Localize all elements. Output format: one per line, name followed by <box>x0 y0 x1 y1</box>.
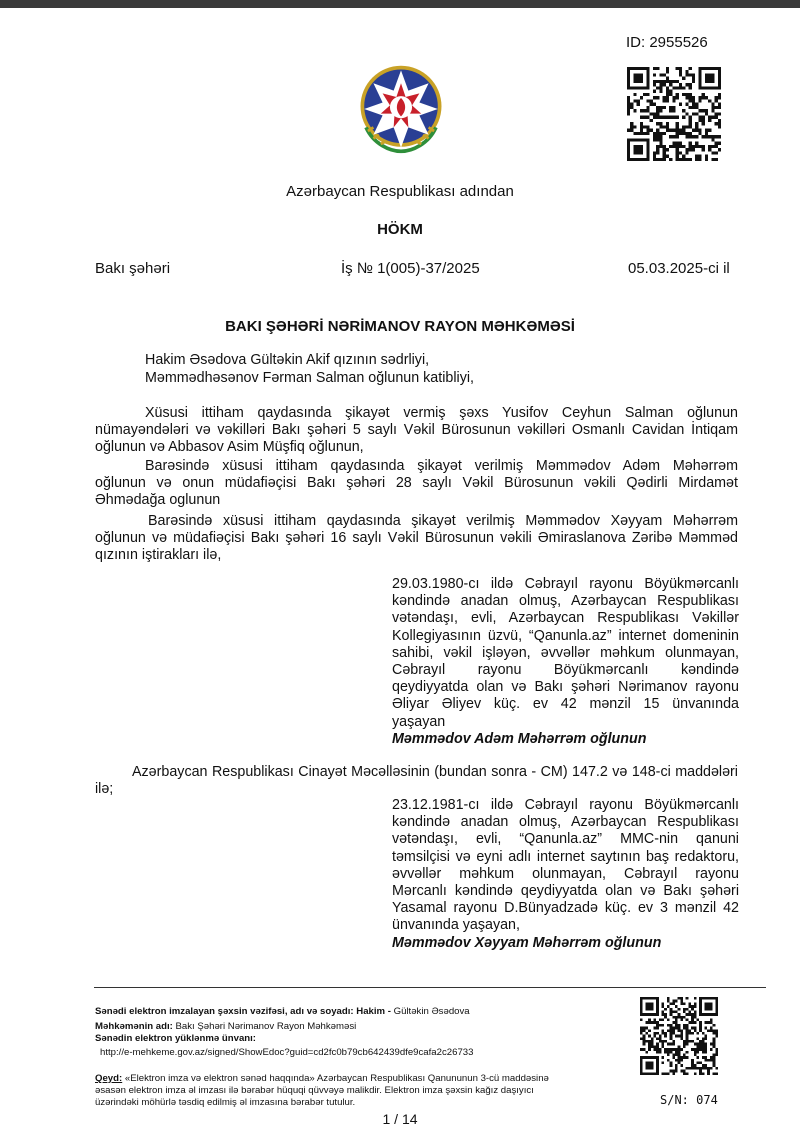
url-label <box>95 1033 256 1045</box>
participants-p2-line1: Barəsində xüsusi ittiham qaydasında şikayət verilmiş Məmmədov Adəm Məhərrəm <box>145 458 738 474</box>
defendant1-bio-line: vətəndaşı, evli, Azərbaycan Respublikası Vəkillər <box>392 610 739 627</box>
qr-code-top <box>627 67 721 161</box>
defendant2-name: Məmmədov Xəyyam Məhərrəm oğlunun <box>392 934 662 951</box>
footer-court-label: Məhkəmənin adı: <box>95 1021 173 1032</box>
note-label: Qeyd: <box>95 1073 123 1084</box>
note-line3: üzərindəki möhürlə təsdiq edilmiş əl imzasına bərabər tutulur. <box>95 1097 356 1108</box>
serial-number: S/N: 074 <box>660 1093 718 1107</box>
defendant1-bio-line: yaşayan <box>392 713 446 730</box>
page-number: 1 / 14 <box>382 1111 418 1127</box>
footer-court-value: Bakı Şəhəri Nərimanov Rayon Məhkəməsi <box>172 1021 357 1032</box>
defendant2-bio-line: kəndində anadan olmuş, Azərbaycan Respublikası <box>392 814 739 831</box>
defendant1-bio-line: Əliyar Əliyev küç. ev 42 mənzil 15 ünvanında <box>392 696 739 713</box>
signer-line <box>95 1006 470 1018</box>
footer-court-line <box>95 1021 356 1033</box>
issuer-line: Azərbaycan Respublikası adından <box>286 183 514 200</box>
legal-note <box>95 1073 615 1109</box>
defendant1-name: Məmmədov Adəm Məhərrəm oğlunun <box>392 730 647 747</box>
window-top-bar <box>0 0 800 8</box>
signer-label: Sənədi elektron imzalayan şəxsin vəzifəsi, adı və soyadı: Hakim - <box>95 1006 391 1017</box>
note-line2: əsasən elektron imza əl imzası ilə bərabər hüquqi qüvvəyə malikdir. Elektron imza şəxsin kağız daşıyıcı <box>95 1085 534 1096</box>
defendant2-bio-line: Yasamal rayonu D.Bünyadzadə küç. ev 3 mənzil 42 <box>392 900 739 917</box>
participants-p3-line3: qızının iştirakları ilə, <box>95 547 222 563</box>
signer-value: Gültəkin Əsədova <box>390 1006 470 1017</box>
participants-p1-line3: oğlunun və Abbasov Asim Müşfiq oğlunun, <box>95 439 364 455</box>
defendant1-bio-line: 29.03.1980-cı ildə Cəbrayıl rayonu Böyükmərcanlı <box>392 576 739 592</box>
document-id: ID: 2955526 <box>626 34 708 51</box>
defendant1-bio-line: Cəbrayıl rayonu Böyükmərcanlı kəndində <box>392 662 739 679</box>
defendant1-bio-line: Kollegiyasının üzvü, “Qanunla.az” internet domeninin <box>392 627 739 644</box>
place: Bakı şəhəri <box>95 260 171 277</box>
qr-code-bottom <box>640 997 718 1075</box>
clerk-line: Məmmədhəsənov Fərman Salman oğlunun katibliyi, <box>145 370 474 386</box>
defendant1-bio <box>392 576 739 748</box>
defendant2-bio-line: vətəndaşı, evli, “Qanunla.az” MMC-nin qanuni <box>392 831 739 848</box>
defendant2-bio-line: Mərcanlı kəndində qeydiyyatda olan və Bakı şəhəri <box>392 883 739 900</box>
defendant1-bio-line: qeydiyyatda olan və Bakı şəhəri Nərimanov rayonu <box>392 679 739 696</box>
defendant2-bio <box>392 797 739 952</box>
defendant1-bio-line: kəndində anadan olmuş, Azərbaycan Respublikası <box>392 593 739 610</box>
case-number: İş № 1(005)-37/2025 <box>341 260 480 277</box>
state-emblem-icon <box>355 63 447 155</box>
document-url-link[interactable]: http://e-mehkeme.gov.az/signed/ShowEdoc?guid=cd2fc0b79cb642439dfe9cafa2c26733 <box>100 1047 474 1058</box>
note-line1: «Elektron imza və elektron sənəd haqqında» Azərbaycan Respublikası Qanununun 3-cü maddəsinə <box>122 1073 549 1084</box>
footer-separator <box>94 987 766 988</box>
judge-line: Hakim Əsədova Gültəkin Akif qızının sədrliyi, <box>145 352 430 368</box>
participants-p3-line2: oğlunun və müdafiəçisi Bakı şəhəri 16 saylı Vəkil Bürosunun vəkili Əmiraslanova Zəribə Məmməd <box>95 530 738 546</box>
defendant2-bio-line: əvvəllər məhkum olunmayan, Cəbrayıl rayonu <box>392 865 739 882</box>
participants-p2-line2: oğlunun və onun müdafiəçisi Bakı şəhəri 28 saylı Vəkil Bürosunun vəkili Qədirli Mirdamət <box>95 475 738 491</box>
court-name: BAKI ŞƏHƏRİ NƏRİMANOV RAYON MƏHKƏMƏSİ <box>225 318 575 335</box>
defendant1-bio-line: sahibi, vəkil işləyən, əvvəllər məhkum olunmayan, <box>392 644 739 661</box>
defendant2-bio-line: ünvanında yaşayan, <box>392 917 520 934</box>
participants-p3-line1: Barəsində xüsusi ittiham qaydasında şikayət verilmiş Məmmədov Xəyyam Məhərrəm <box>148 513 738 529</box>
url-label-text: Sənədin elektron yüklənmə ünvanı: <box>95 1033 257 1044</box>
charge-line2: ilə; <box>95 781 114 797</box>
participants-p2-line3: Əhmədağa oglunun <box>95 492 221 508</box>
document-date: 05.03.2025-ci il <box>628 260 730 277</box>
participants-p1-line1: Xüsusi ittiham qaydasında şikayət vermiş şəxs Yusifov Ceyhun Salman oğlunun <box>145 405 738 421</box>
defendant2-bio-line: təmsilçisi və eyni adlı internet saytının baş redaktoru, <box>392 848 739 865</box>
defendant2-bio-line: 23.12.1981-cı ildə Cəbrayıl rayonu Böyükmərcanlı <box>392 797 739 813</box>
document-title: HÖKM <box>377 221 423 238</box>
charge-line1: Azərbaycan Respublikası Cinayət Məcəlləsinin (bundan sonra - CM) 147.2 və 148-ci maddələri <box>132 764 738 780</box>
participants-p1-line2: nümayəndələri və vəkilləri Bakı şəhəri 5 saylı Vəkil Bürosunun vəkilləri Osmanlı Cavidan İntiqam <box>95 422 738 438</box>
